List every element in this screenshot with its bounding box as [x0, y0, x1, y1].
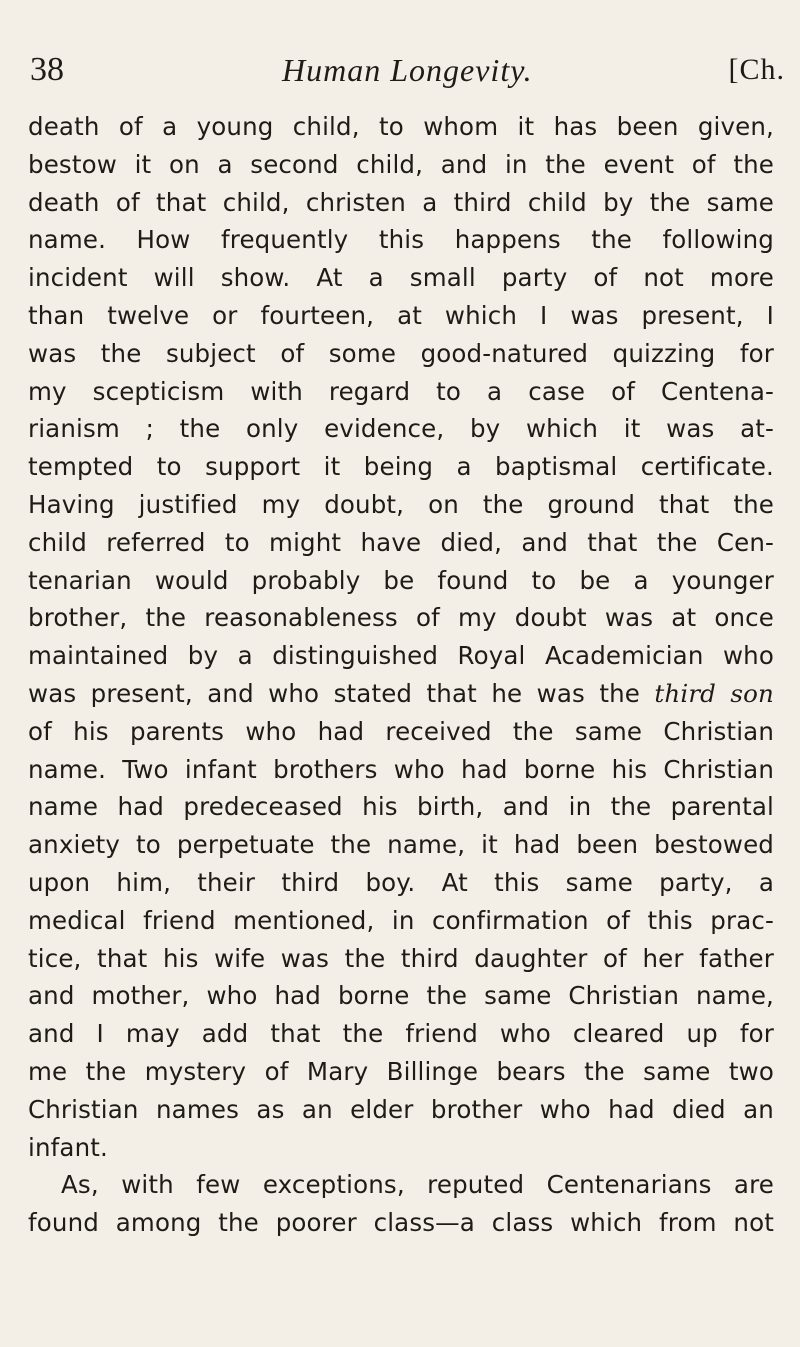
text-line: tice, that his wife was the third daughter of her father: [28, 943, 774, 973]
text-line: brother, the reasonableness of my doubt was at once: [28, 603, 774, 633]
text-line: anxiety to perpetuate the name, it had been bestowed: [28, 830, 774, 860]
text-line: upon him, their third boy. At this same party, a: [28, 867, 774, 897]
text-line: of his parents who had received the same Christian: [28, 716, 774, 746]
text-line: than twelve or fourteen, at which I was present, I: [28, 300, 774, 330]
text-line-with-italic: [28, 675, 774, 713]
paragraph-1: [28, 108, 774, 1166]
text-line: me the mystery of Mary Billinge bears the same two: [28, 1056, 774, 1086]
body-text: [28, 108, 774, 1242]
text-line: tempted to support it being a baptismal certificate.: [28, 452, 774, 482]
text-line: death of that child, christen a third child by the same: [28, 187, 774, 217]
text-line: found among the poorer class—a class which from not: [28, 1208, 774, 1238]
text-line: name. Two infant brothers who had borne his Christian: [28, 754, 774, 784]
text-line: and mother, who had borne the same Christian name,: [28, 981, 774, 1011]
text-line: child referred to might have died, and that the Cen-: [28, 527, 774, 557]
text-line: name. How frequently this happens the following: [28, 225, 774, 255]
text-line: As, with few exceptions, reputed Centenarians are: [61, 1170, 774, 1200]
text-line: my scepticism with regard to a case of Centena-: [28, 376, 774, 406]
text-line: bestow it on a second child, and in the event of the: [28, 149, 774, 179]
text-line: medical friend mentioned, in confirmation of this prac-: [28, 905, 774, 935]
text-line: infant.: [28, 1132, 108, 1162]
running-title: Human Longevity.: [282, 52, 533, 88]
page-header: [30, 50, 785, 98]
chapter-abbreviation: [Ch.: [728, 53, 785, 86]
paragraph-2: [28, 1166, 774, 1242]
text-line: death of a young child, to whom it has been given,: [28, 112, 774, 141]
text-segment: was present, and who stated that he was the: [28, 678, 655, 708]
text-line: incident will show. At a small party of not more: [28, 263, 774, 293]
text-line: maintained by a distinguished Royal Academician who: [28, 641, 774, 671]
text-line: name had predeceased his birth, and in the parental: [28, 792, 774, 822]
text-line: rianism ; the only evidence, by which it was at-: [28, 414, 774, 444]
page-number: 38: [30, 51, 64, 88]
text-line: Christian names as an elder brother who had died an: [28, 1094, 774, 1124]
italic-emphasis: third son: [654, 678, 774, 708]
text-line: Having justified my doubt, on the ground that the: [28, 489, 774, 519]
text-line: was the subject of some good-natured quizzing for: [28, 338, 774, 368]
text-line: and I may add that the friend who cleared up for: [28, 1019, 774, 1049]
text-line: tenarian would probably be found to be a younger: [28, 565, 774, 595]
